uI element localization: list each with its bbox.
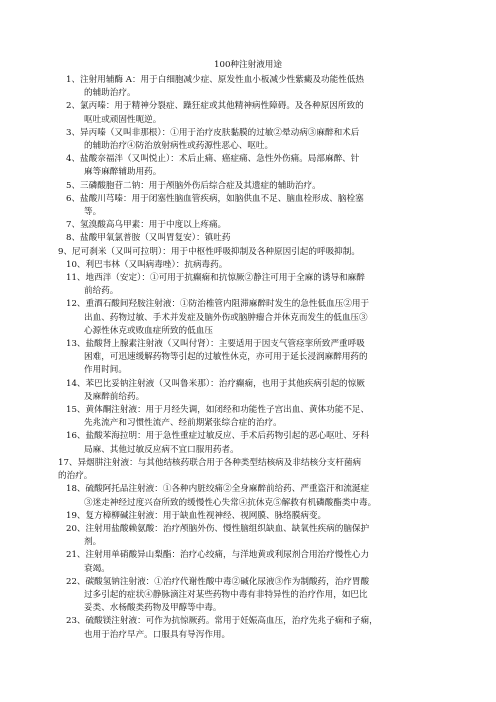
item-text-continued: 出血、药物过敏、手术并发症及脑外伤或脑肿瘤合并休克而发生的低血压③ (84, 312, 368, 323)
list-item (58, 615, 438, 641)
item-text-continued: 前给药。 (84, 286, 119, 297)
list-item (58, 298, 438, 338)
item-text: 21、注射用单硝酸异山梨酯：治疗心绞痛，与洋地黄或利尿剂合用治疗慢性心力 (66, 550, 370, 561)
item-text: 15、黄体酮注射液：用于月经失调，如闭经和功能性子宫出血、黄体功能不足、 (66, 405, 370, 416)
item-text-continued: 的辅助治疗④防治放射病性或药源性恶心、呕吐。 (84, 141, 274, 152)
item-text: 13、盐酸肾上腺素注射液（又叫付肾）：主要适用于因支气管痉挛所致严重呼吸 (66, 339, 365, 350)
item-text: 9、尼可刹米（又叫可拉明）：用于中枢性呼吸抑制及各种原因引起的呼吸抑制。 (58, 246, 360, 257)
list-item (58, 457, 438, 483)
item-text-continued: 局麻、其他过敏反应病不宜口服用药者。 (84, 444, 239, 455)
item-text-continued: 先兆流产和习惯性流产、经前期紧张综合症的治疗。 (84, 418, 282, 429)
item-text: 20、注射用盐酸赖氨酸：治疗颅脑外伤、慢性脑组织缺血、缺氧性疾病的脑保护 (66, 523, 370, 534)
injection-list (58, 74, 438, 642)
item-text-continued: 也用于治疗早产。口服具有导泻作用。 (84, 629, 231, 640)
document-title: 100种注射液用途 (214, 60, 282, 70)
item-text: 5、三磷酸胞苷二钠：用于颅脑外伤后综合症及其遗症的辅助治疗。 (66, 180, 321, 191)
list-item (58, 483, 438, 509)
item-text: 17、异烟肼注射液：与其他结核药联合用于各种类型结核病及非结核分支杆菌病 (58, 457, 362, 468)
item-text: 11、地西泮（安定）：①可用于抗癫痫和抗惊厥②静注可用于全麻的诱导和麻醉 (66, 273, 365, 284)
item-text: 16、盐酸苯海拉明：用于急性重症过敏反应、手术后药物引起的恶心呕吐、牙科 (66, 431, 370, 442)
list-item (58, 576, 438, 616)
list-item (58, 430, 438, 456)
list-item (58, 523, 438, 549)
item-text-continued: 剂。 (84, 537, 102, 548)
item-text-continued: 作用时间。 (84, 365, 127, 376)
item-text-continued: 的辅助治疗。 (84, 88, 136, 99)
list-item (58, 193, 438, 219)
item-text-continued: ③迷走神经过度兴奋所致的缓慢性心失常④抗休克⑤解救有机磷酸酯类中毒。 (84, 497, 377, 508)
item-text: 6、盐酸川芎嗪：用于闭塞性脑血管疾病，如脑供血不足、脑血栓形成、脑栓塞 (66, 193, 364, 204)
list-item (58, 272, 438, 298)
list-item (58, 246, 438, 259)
item-text: 22、碳酸氢钠注射液：①治疗代谢性酸中毒②碱化尿液③作为制酸药，治疗胃酸 (66, 576, 370, 587)
item-text-continued: 妥类、水杨酸类药物及甲醇等中毒。 (84, 603, 222, 614)
list-item (58, 219, 438, 232)
item-text: 19、复方樟柳碱注射液：用于缺血性视神经、视网膜、脉络膜病变。 (66, 510, 327, 521)
item-text: 4、盐酸奈福泮（又叫悦止）：术后止痛、癌症痛、急性外伤痛。局部麻醉、针 (66, 154, 360, 165)
item-text: 3、异丙嗪（又叫非那根）：①用于治疗皮肤黏膜的过敏②晕动病③麻醉和术后 (66, 127, 360, 138)
list-item (58, 510, 438, 523)
item-text-continued: 及麻醉前给药。 (84, 391, 145, 402)
item-text-continued: 心源性休克或败血症所致的低血压 (84, 325, 213, 336)
list-item (58, 153, 438, 179)
item-text: 8、盐酸甲氧氯普胺（又叫胃复安）：镇吐药 (66, 233, 231, 244)
list-item (58, 127, 438, 153)
item-text-continued: 的治疗。 (58, 471, 93, 482)
item-text-continued: 困难，可迅速缓解药物等引起的过敏性休克，亦可用于延长浸润麻醉用药的 (84, 352, 368, 363)
list-item (58, 232, 438, 245)
list-item (58, 338, 438, 378)
list-item (58, 549, 438, 575)
item-text: 10、利巴韦林（又叫病毒唑）：抗病毒药。 (66, 259, 228, 270)
item-text: 7、氢溴酸高乌甲素：用于中度以上疼痛。 (66, 220, 227, 231)
item-text-continued: 过多引起的症状④静脉滴注对某些药物中毒有非特异性的治疗作用，如巴比 (84, 589, 368, 600)
list-item (58, 259, 438, 272)
item-text-continued: 等。 (84, 207, 102, 218)
item-text: 2、氯丙嗪：用于精神分裂症、躁狂症或其他精神病性障碍。及各种原因所致的 (66, 101, 364, 112)
list-item (58, 404, 438, 430)
item-text: 18、硫酸阿托品注射液：①各种内脏绞痛②全身麻醉前给药、严重盗汗和流涎症 (66, 484, 370, 495)
list-item (58, 100, 438, 126)
item-text-continued: 麻等麻醉辅助用药。 (84, 167, 162, 178)
item-text: 23、硫酸镁注射液：可作为抗惊厥药。常用于妊娠高血压，治疗先兆子痫和子痫， (66, 616, 378, 627)
list-item (58, 378, 438, 404)
list-item (58, 74, 438, 100)
item-text: 1、注射用辅酶 A：用于白细胞减少症、原发性血小板减少性紫癜及功能性低热 (66, 75, 365, 85)
list-item (58, 180, 438, 193)
item-text-continued: 衰竭。 (84, 563, 110, 574)
item-text: 12、重酒石酸间羟胺注射液：①防治椎管内阻滞麻醉时发生的急性低血压②用于 (66, 299, 370, 310)
item-text-continued: 呕吐或顽固性呃逆。 (84, 114, 162, 125)
item-text: 14、苯巴比妥钠注射液（又叫鲁米那）：治疗癫痫，也用于其他疾病引起的惊厥 (66, 378, 365, 389)
